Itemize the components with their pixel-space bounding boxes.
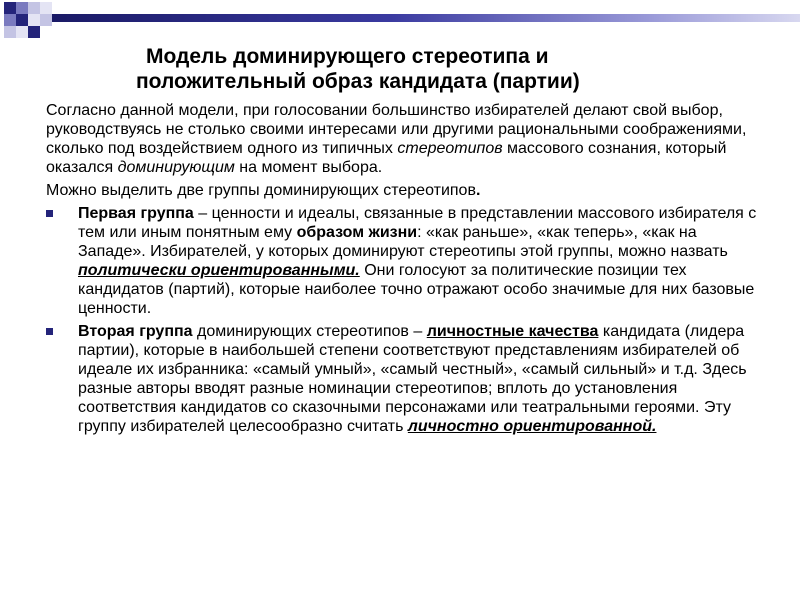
- square-bullet-icon: [46, 210, 53, 217]
- slide-body: [46, 101, 760, 436]
- groups-intro-paragraph: [46, 181, 760, 200]
- first-group-text: – ценности и идеалы, связанные в представлении массового избирателя с тем или иным понятным ему: [78, 205, 757, 241]
- first-group-text: : «как раньше», «как теперь», «как на Западе». Избирателей, у которых доминируют стереотипы этой группы, можно назвать: [78, 224, 728, 260]
- header-decoration: [0, 0, 800, 36]
- deco-square: [40, 14, 52, 26]
- groups-intro-dot: .: [475, 182, 481, 199]
- first-group-lifestyle: образом жизни: [296, 224, 418, 241]
- intro-text: Согласно данной модели, при голосовании большинство избирателей делают свой выбор, руководствуясь не столько своими интересами или другими рациональными соображениями, сколько под воздействием одного из типичных: [46, 102, 747, 157]
- intro-paragraph: [46, 101, 760, 177]
- second-group-personal-qualities: личностные качества: [426, 323, 599, 340]
- deco-square: [4, 2, 16, 14]
- title-line-2: положительный образ кандидата (партии): [136, 70, 580, 93]
- title-line-1: Модель доминирующего стереотипа и: [146, 45, 549, 68]
- first-group-text: Они голосуют за политические позиции тех кандидатов (партий), которые наиболее точно отражают особо значимые для них базовые ценности.: [78, 262, 755, 317]
- deco-square: [40, 2, 52, 14]
- second-group-text: кандидата (лидера партии), которые в наибольшей степени соответствуют представлениям избирателей об идеале их избранника: «самый умный», «самый честный», «самый сильный» и т.д. Здесь разные авторы вводят разные номинации стереотипов; вплоть до установления соответствия кандидатов со сказочными персонажами или театральными героями. Эту группу избирателей целесообразно считать: [78, 323, 747, 435]
- deco-square: [28, 2, 40, 14]
- intro-text: на момент выбора.: [234, 159, 383, 176]
- deco-square: [28, 26, 40, 38]
- second-group-personality-oriented: личностно ориентированной.: [407, 418, 657, 435]
- intro-emphasis-stereotypes: стереотипов: [397, 140, 503, 157]
- deco-square: [28, 14, 40, 26]
- intro-text: массового сознания, который оказался: [46, 140, 727, 176]
- header-gradient-bar: [52, 14, 800, 22]
- deco-square: [4, 14, 16, 26]
- second-group-lead: Вторая группа: [78, 323, 193, 340]
- deco-square: [16, 26, 28, 38]
- slide-title: [110, 44, 750, 94]
- square-bullet-icon: [46, 328, 53, 335]
- groups-intro-text: Можно выделить две группы доминирующих стереотипов: [46, 182, 476, 199]
- deco-square: [4, 26, 16, 38]
- first-group-politically-oriented: политически ориентированными.: [78, 262, 360, 279]
- intro-emphasis-dominant: доминирующим: [117, 159, 235, 176]
- deco-square: [16, 2, 28, 14]
- bullet-first-group: [46, 204, 760, 318]
- deco-square: [16, 14, 28, 26]
- first-group-lead: Первая группа: [78, 205, 194, 222]
- bullet-second-group: [46, 322, 760, 436]
- second-group-text: доминирующих стереотипов –: [192, 323, 427, 340]
